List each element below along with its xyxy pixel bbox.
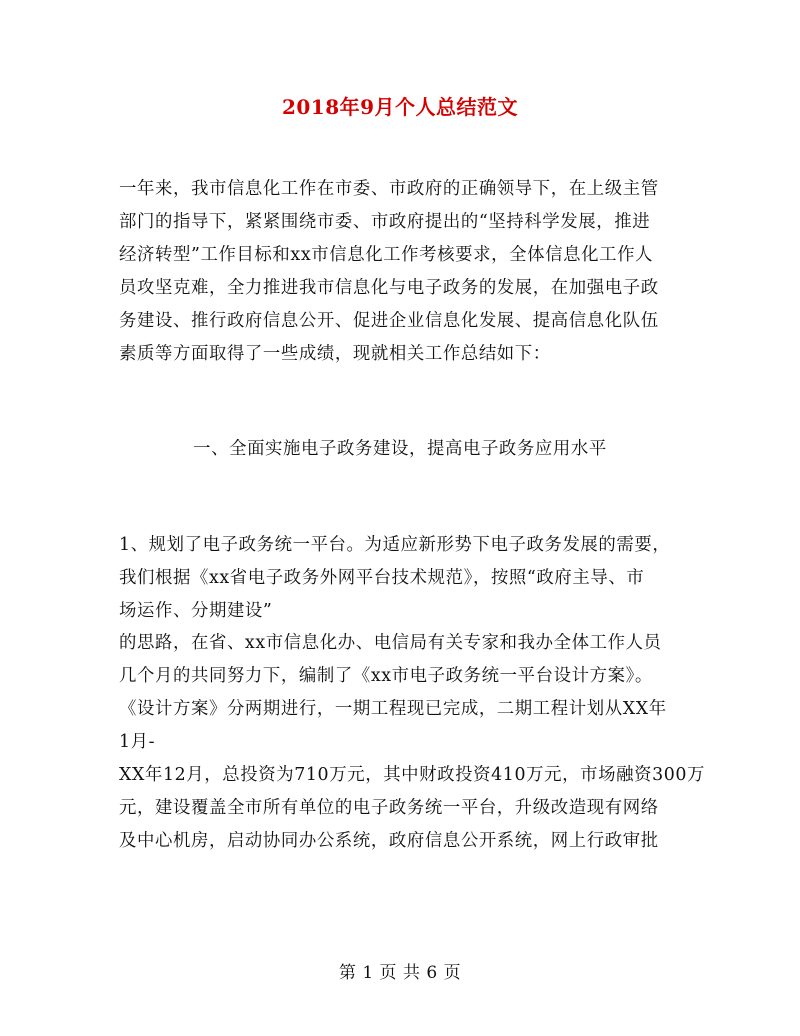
page-footer: 第 1 页 共 6 页 [338, 963, 462, 983]
section-line: 1、规划了电子政务统一平台。为适应新形势下电子政务发展的需要， [119, 535, 671, 555]
document-title: 2018年9月个人总结范文 [281, 95, 519, 119]
section-line: XX年12月，总投资为710万元，其中财政投资410万元，市场融资300万 [119, 765, 706, 785]
section-heading: 一、全面实施电子政务建设，提高电子政务应用水平 [193, 439, 607, 459]
section-line: 场运作、分期建设” [119, 601, 273, 621]
intro-line: 部门的指导下，紧紧围绕市委、市政府提出的“坚持科学发展，推进 [119, 212, 651, 232]
section-line: 1月- [119, 732, 156, 752]
intro-line: 素质等方面取得了一些成绩，现就相关工作总结如下： [119, 344, 551, 364]
section-line: 几个月的共同努力下，编制了《xx市电子政务统一平台设计方案》。 [119, 666, 653, 686]
section-line: 的思路，在省、xx市信息化办、电信局有关专家和我办全体工作人员 [119, 633, 662, 653]
section-line: 元，建设覆盖全市所有单位的电子政务统一平台，升级改造现有网络 [119, 798, 659, 818]
section-line: 《设计方案》分两期进行，一期工程现已完成，二期工程计划从XX年 [119, 699, 667, 719]
intro-line: 员攻坚克难，全力推进我市信息化与电子政务的发展，在加强电子政 [119, 278, 659, 298]
section-line: 我们根据《xx省电子政务外网平台技术规范》，按照“政府主导、市 [119, 568, 645, 588]
intro-line: 务建设、推行政府信息公开、促进企业信息化发展、提高信息化队伍 [119, 311, 659, 331]
section-line: 及中心机房，启动协同办公系统，政府信息公开系统，网上行政审批 [119, 831, 659, 851]
intro-line: 经济转型”工作目标和xx市信息化工作考核要求，全体信息化工作人 [119, 245, 654, 265]
intro-line: 一年来，我市信息化工作在市委、市政府的正确领导下，在上级主管 [119, 179, 659, 199]
